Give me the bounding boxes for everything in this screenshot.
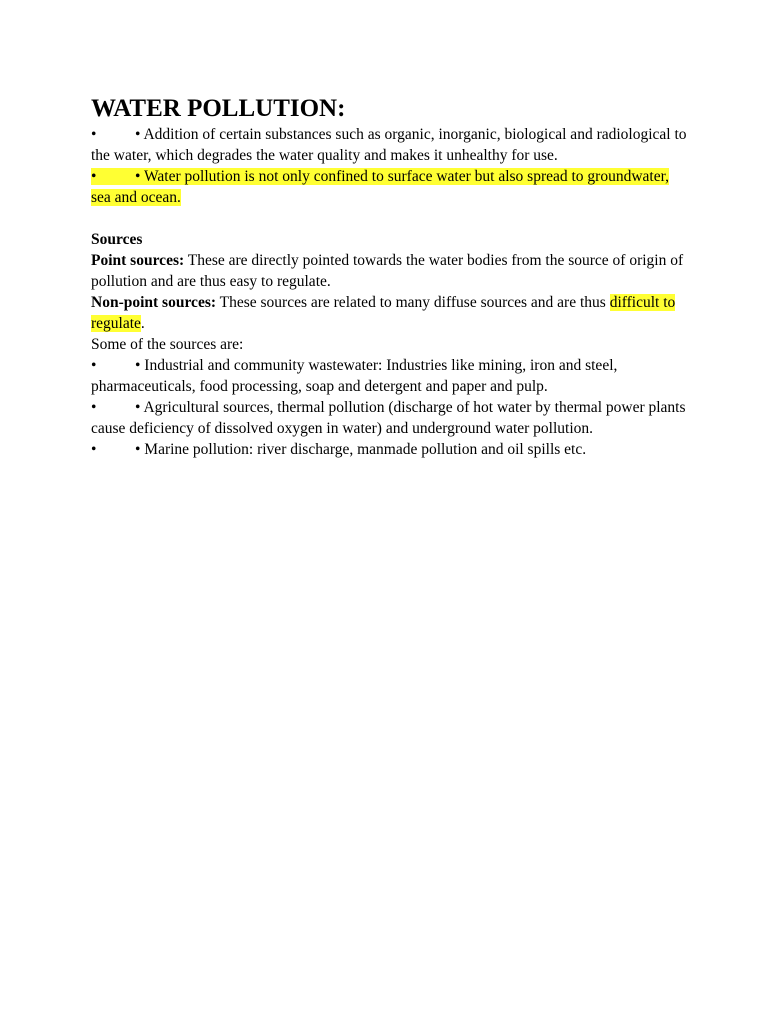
highlighted-phrase: difficult to regulate	[91, 294, 676, 332]
point-sources-text: These are directly pointed towards the water bodies from the source of origin of pollution and are thus easy to regulate.	[91, 252, 684, 290]
bullet-marker: •	[91, 441, 97, 458]
source-bullet-3	[91, 439, 691, 460]
source-bullet-1	[91, 355, 691, 397]
intro-bullet-1	[91, 124, 691, 166]
bullet-marker: •	[91, 357, 97, 374]
intro-bullet-1-text: • Addition of certain substances such as organic, inorganic, biological and radiological to the water, which degrades the water quality and makes it unhealthy for use.	[91, 126, 687, 164]
non-point-sources-trailing: .	[140, 315, 145, 332]
document-title: WATER POLLUTION:	[91, 95, 346, 122]
source-bullet-2-text: • Agricultural sources, thermal pollution (discharge of hot water by thermal power plants cause deficiency of dissolved oxygen in water) and underground water pollution.	[91, 399, 686, 437]
intro-bullet-2	[91, 166, 691, 208]
source-bullet-1-text: • Industrial and community wastewater: Industries like mining, iron and steel, pharmaceuticals, food processing, soap and detergent and paper and pulp.	[91, 357, 618, 395]
bullet-marker: •	[91, 126, 97, 143]
intro-bullet-2-text: • Water pollution is not only confined to surface water but also spread to groundwater, sea and ocean.	[91, 168, 670, 206]
some-sources-intro: Some of the sources are:	[91, 336, 244, 353]
bullet-marker: •	[91, 399, 97, 416]
bullet-marker: •	[91, 168, 97, 185]
paragraph-spacer	[91, 208, 691, 229]
non-point-sources-text: These sources are related to many diffuse sources and are thus	[216, 294, 610, 311]
document-page	[91, 94, 691, 460]
non-point-sources-paragraph	[91, 292, 691, 334]
non-point-sources-label: Non-point sources:	[91, 294, 217, 311]
source-bullet-3-text: • Marine pollution: river discharge, manmade pollution and oil spills etc.	[135, 441, 587, 458]
source-bullet-2	[91, 397, 691, 439]
point-sources-paragraph	[91, 250, 691, 292]
sources-heading: Sources	[91, 231, 143, 248]
point-sources-label: Point sources:	[91, 252, 185, 269]
